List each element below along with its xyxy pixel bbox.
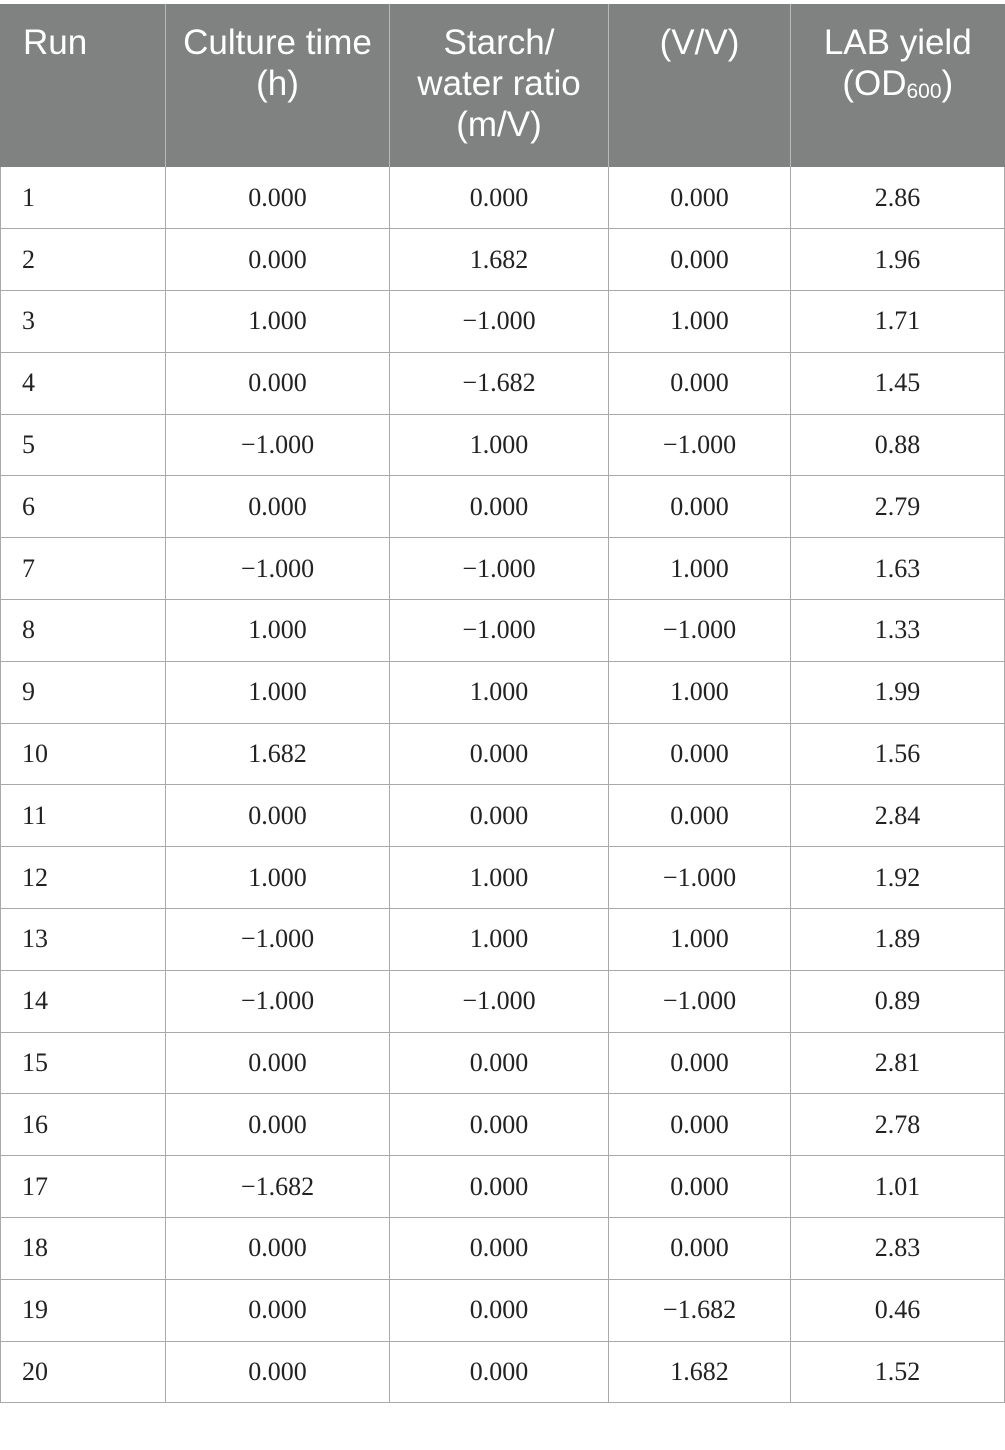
cell-lab-yield: 1.01 (791, 1156, 1005, 1218)
cell-run: 20 (1, 1341, 166, 1403)
cell-culture-time: −1.682 (166, 1156, 390, 1218)
cell-vv: 0.000 (609, 723, 791, 785)
header-starch-water-ratio: Starch/ water ratio (m/V) (390, 4, 609, 167)
cell-lab-yield: 1.63 (791, 538, 1005, 600)
table-row (1, 291, 1005, 353)
table-row (1, 476, 1005, 538)
table-row (1, 167, 1005, 229)
cell-run: 19 (1, 1279, 166, 1341)
table-header (1, 4, 1005, 167)
cell-lab-yield: 0.89 (791, 970, 1005, 1032)
cell-starch-water-ratio: 0.000 (390, 1341, 609, 1403)
cell-starch-water-ratio: −1.000 (390, 291, 609, 353)
table-row (1, 229, 1005, 291)
lab-yield-table (0, 4, 1005, 1403)
cell-starch-water-ratio: 0.000 (390, 785, 609, 847)
cell-culture-time: 0.000 (166, 167, 390, 229)
table-row (1, 970, 1005, 1032)
cell-vv: 1.000 (609, 291, 791, 353)
cell-lab-yield: 0.46 (791, 1279, 1005, 1341)
cell-lab-yield: 2.84 (791, 785, 1005, 847)
cell-starch-water-ratio: 0.000 (390, 723, 609, 785)
cell-lab-yield: 1.33 (791, 600, 1005, 662)
header-lab-yield (791, 4, 1005, 167)
cell-culture-time: −1.000 (166, 970, 390, 1032)
cell-vv: 1.000 (609, 661, 791, 723)
table-row (1, 723, 1005, 785)
cell-starch-water-ratio: 0.000 (390, 1279, 609, 1341)
cell-starch-water-ratio: 1.000 (390, 414, 609, 476)
table-row (1, 1032, 1005, 1094)
table-row (1, 1341, 1005, 1403)
cell-vv: 1.000 (609, 909, 791, 971)
cell-vv: −1.000 (609, 847, 791, 909)
table-row (1, 909, 1005, 971)
cell-culture-time: 1.000 (166, 847, 390, 909)
header-lab-yield-subscript: 600 (906, 80, 942, 103)
table-row (1, 352, 1005, 414)
cell-run: 13 (1, 909, 166, 971)
cell-run: 8 (1, 600, 166, 662)
cell-culture-time: 0.000 (166, 1341, 390, 1403)
cell-run: 2 (1, 229, 166, 291)
cell-lab-yield: 1.56 (791, 723, 1005, 785)
cell-culture-time: −1.000 (166, 538, 390, 600)
cell-lab-yield: 2.79 (791, 476, 1005, 538)
cell-culture-time: 1.682 (166, 723, 390, 785)
cell-culture-time: 0.000 (166, 1032, 390, 1094)
cell-run: 12 (1, 847, 166, 909)
cell-run: 11 (1, 785, 166, 847)
cell-culture-time: −1.000 (166, 909, 390, 971)
table-row (1, 785, 1005, 847)
cell-starch-water-ratio: 1.682 (390, 229, 609, 291)
cell-vv: 0.000 (609, 476, 791, 538)
table-body (1, 167, 1005, 1403)
cell-run: 5 (1, 414, 166, 476)
cell-starch-water-ratio: −1.000 (390, 538, 609, 600)
cell-run: 3 (1, 291, 166, 353)
cell-culture-time: 1.000 (166, 661, 390, 723)
cell-vv: 0.000 (609, 785, 791, 847)
cell-culture-time: 0.000 (166, 352, 390, 414)
header-vv: (V/V) (609, 4, 791, 167)
cell-run: 1 (1, 167, 166, 229)
cell-vv: 0.000 (609, 1156, 791, 1218)
cell-lab-yield: 1.89 (791, 909, 1005, 971)
cell-culture-time: 0.000 (166, 476, 390, 538)
cell-lab-yield: 2.81 (791, 1032, 1005, 1094)
cell-culture-time: 0.000 (166, 229, 390, 291)
cell-lab-yield: 1.71 (791, 291, 1005, 353)
cell-lab-yield: 1.96 (791, 229, 1005, 291)
cell-run: 10 (1, 723, 166, 785)
table-row (1, 1279, 1005, 1341)
cell-run: 7 (1, 538, 166, 600)
cell-starch-water-ratio: 0.000 (390, 167, 609, 229)
cell-lab-yield: 2.83 (791, 1218, 1005, 1280)
cell-starch-water-ratio: 0.000 (390, 1218, 609, 1280)
table-row (1, 538, 1005, 600)
cell-lab-yield: 2.78 (791, 1094, 1005, 1156)
cell-lab-yield: 1.45 (791, 352, 1005, 414)
cell-starch-water-ratio: −1.682 (390, 352, 609, 414)
cell-run: 16 (1, 1094, 166, 1156)
cell-culture-time: 1.000 (166, 291, 390, 353)
cell-lab-yield: 2.86 (791, 167, 1005, 229)
cell-vv: 1.682 (609, 1341, 791, 1403)
header-lab-yield-main: LAB yield (OD (823, 23, 972, 103)
cell-culture-time: −1.000 (166, 414, 390, 476)
cell-vv: 0.000 (609, 167, 791, 229)
cell-starch-water-ratio: 0.000 (390, 1094, 609, 1156)
cell-starch-water-ratio: −1.000 (390, 600, 609, 662)
cell-vv: −1.682 (609, 1279, 791, 1341)
table-row (1, 1156, 1005, 1218)
data-table-container (0, 4, 1005, 1403)
cell-starch-water-ratio: 1.000 (390, 661, 609, 723)
header-run: Run (1, 4, 166, 167)
cell-run: 9 (1, 661, 166, 723)
cell-starch-water-ratio: 1.000 (390, 847, 609, 909)
cell-run: 15 (1, 1032, 166, 1094)
cell-starch-water-ratio: −1.000 (390, 970, 609, 1032)
cell-culture-time: 0.000 (166, 1218, 390, 1280)
cell-run: 14 (1, 970, 166, 1032)
table-row (1, 1218, 1005, 1280)
cell-lab-yield: 1.99 (791, 661, 1005, 723)
header-lab-yield-close: ) (941, 64, 954, 103)
cell-vv: 0.000 (609, 229, 791, 291)
table-row (1, 600, 1005, 662)
cell-vv: 0.000 (609, 352, 791, 414)
cell-vv: 0.000 (609, 1094, 791, 1156)
cell-culture-time: 0.000 (166, 785, 390, 847)
cell-vv: 0.000 (609, 1218, 791, 1280)
cell-starch-water-ratio: 1.000 (390, 909, 609, 971)
cell-vv: 0.000 (609, 1032, 791, 1094)
header-culture-time: Culture time (h) (166, 4, 390, 167)
table-row (1, 414, 1005, 476)
table-row (1, 847, 1005, 909)
cell-culture-time: 0.000 (166, 1094, 390, 1156)
table-row (1, 661, 1005, 723)
header-row (1, 4, 1005, 167)
cell-culture-time: 0.000 (166, 1279, 390, 1341)
cell-culture-time: 1.000 (166, 600, 390, 662)
cell-lab-yield: 1.92 (791, 847, 1005, 909)
cell-run: 6 (1, 476, 166, 538)
cell-vv: −1.000 (609, 600, 791, 662)
cell-vv: −1.000 (609, 414, 791, 476)
cell-starch-water-ratio: 0.000 (390, 476, 609, 538)
cell-run: 18 (1, 1218, 166, 1280)
cell-lab-yield: 1.52 (791, 1341, 1005, 1403)
cell-vv: 1.000 (609, 538, 791, 600)
cell-starch-water-ratio: 0.000 (390, 1032, 609, 1094)
cell-vv: −1.000 (609, 970, 791, 1032)
cell-starch-water-ratio: 0.000 (390, 1156, 609, 1218)
cell-run: 4 (1, 352, 166, 414)
cell-run: 17 (1, 1156, 166, 1218)
cell-lab-yield: 0.88 (791, 414, 1005, 476)
table-row (1, 1094, 1005, 1156)
